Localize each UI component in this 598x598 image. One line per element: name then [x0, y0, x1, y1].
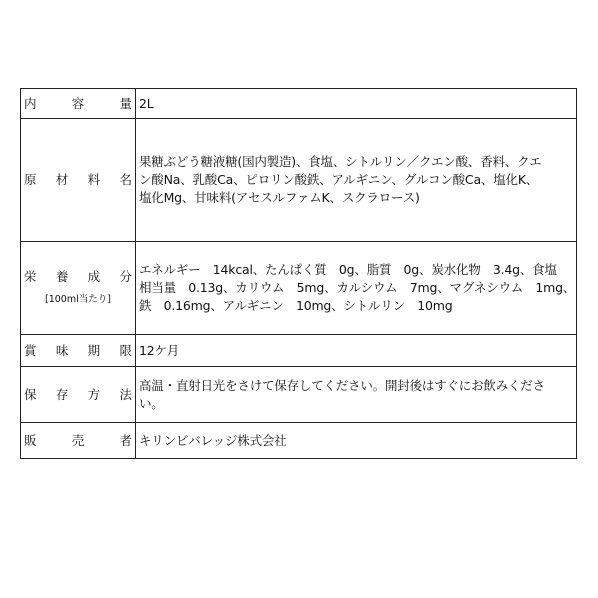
key-char: 存 — [55, 386, 69, 402]
key-char: 販 — [24, 432, 37, 448]
row-ingredients — [21, 119, 577, 242]
row-key — [24, 172, 132, 188]
value-line: ン酸Na、乳酸Ca、ピロリン酸鉄、アルギニン、グルコン酸Ca、塩化K、 — [139, 172, 539, 187]
row-value-cell — [136, 335, 577, 367]
value-line: 2L — [139, 95, 154, 111]
row-key-cell — [21, 119, 136, 242]
key-char: 方 — [87, 386, 101, 402]
row-content-volume — [21, 89, 577, 119]
key-char: 法 — [119, 386, 132, 402]
row-key — [24, 343, 132, 359]
row-nutrition — [21, 242, 577, 335]
row-value-cell — [136, 119, 577, 242]
key-char: 分 — [119, 269, 132, 284]
value-line: 果糖ぶどう糖液糖(国内製造)、食塩、シトルリン／クエン酸、香料、クエ — [139, 154, 542, 169]
row-value-cell — [136, 242, 577, 335]
row-key — [24, 387, 132, 403]
row-key-cell — [21, 423, 136, 459]
key-char: 栄 — [24, 269, 37, 284]
row-key-cell — [21, 89, 136, 119]
key-char: 保 — [24, 386, 37, 402]
key-char: 養 — [55, 269, 69, 284]
key-char: 材 — [55, 172, 69, 187]
row-best-before — [21, 335, 577, 367]
value-line: 鉄 0.16mg、アルギニン 10mg、シトルリン 10mg — [139, 298, 453, 313]
value-line: 塩化Mg、甘味料(アセスルファムK、スクラロース) — [139, 190, 420, 205]
row-key-cell — [21, 335, 136, 367]
row-seller — [21, 423, 577, 459]
value-line: 12ケ月 — [139, 342, 180, 358]
value-line: 高温・直射日光をさけて保存してください。開封後はすぐにお飲みくださ — [139, 377, 545, 393]
row-key — [24, 269, 132, 285]
key-char: 料 — [87, 172, 101, 187]
value-line: キリンビバレッジ株式会社 — [139, 432, 287, 448]
row-key-cell — [21, 242, 136, 335]
row-storage — [21, 367, 577, 423]
row-value-cell — [136, 89, 577, 119]
value-line: エネルギー 14kcal、たんぱく質 0g、脂質 0g、炭水化物 3.4g、食塩 — [139, 262, 557, 277]
key-char: 容 — [71, 95, 85, 111]
key-char: 量 — [119, 95, 132, 111]
key-char: 内 — [24, 95, 37, 111]
row-value-cell — [136, 423, 577, 459]
key-char: 原 — [24, 172, 37, 187]
key-char: 者 — [119, 432, 132, 448]
key-char: 限 — [119, 342, 132, 358]
key-char: 成 — [87, 269, 101, 284]
value-line: 相当量 0.13g、カリウム 5mg、カルシウム 7mg、マグネシウム 1mg、 — [139, 280, 576, 295]
row-key — [24, 96, 132, 112]
key-char: 賞 — [24, 342, 37, 358]
product-info-table — [20, 88, 577, 459]
row-key — [24, 433, 132, 449]
per-100ml-note: [100ml当たり] — [45, 294, 111, 305]
row-value-cell — [136, 367, 577, 423]
key-char: 名 — [119, 172, 132, 187]
key-char: 期 — [87, 342, 101, 358]
key-char: 売 — [71, 432, 85, 448]
row-key-cell — [21, 367, 136, 423]
value-line: い。 — [139, 395, 164, 411]
key-char: 味 — [55, 342, 69, 358]
